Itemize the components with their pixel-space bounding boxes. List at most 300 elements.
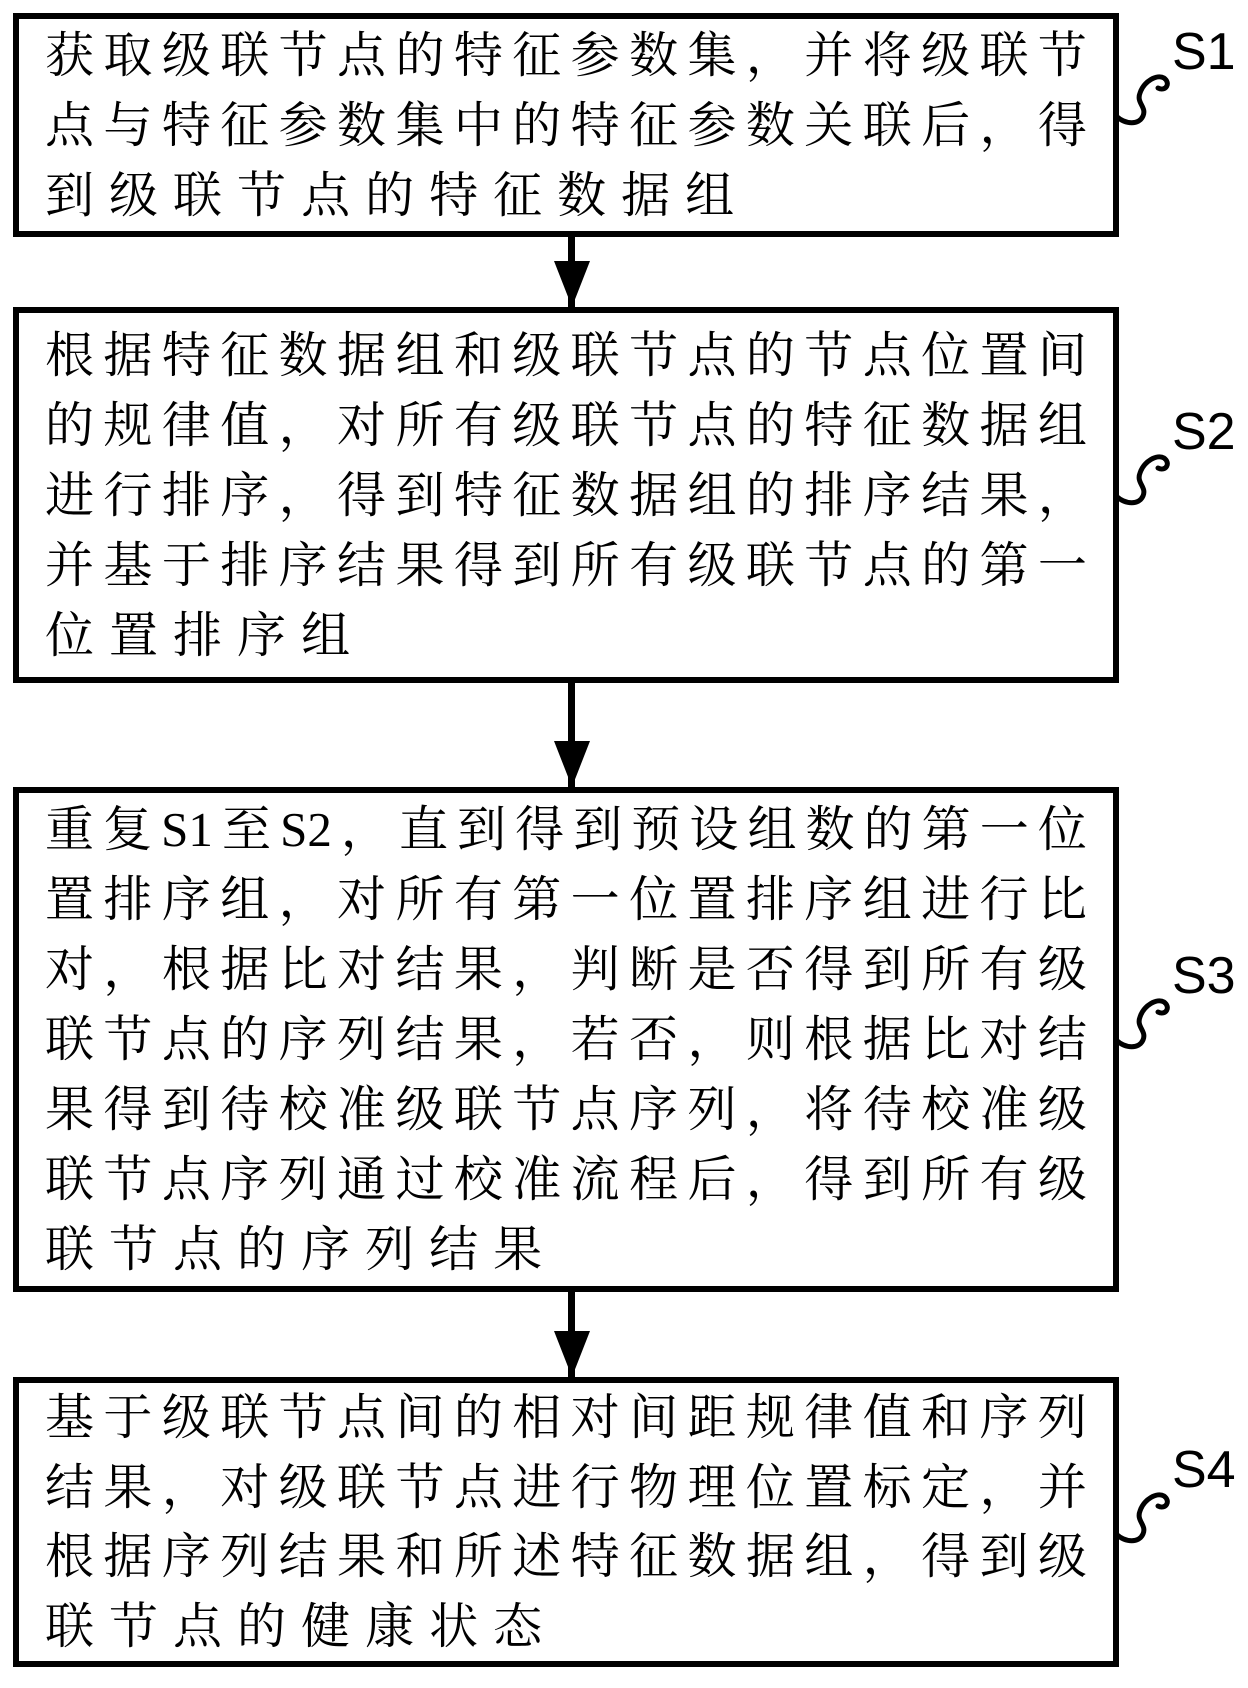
char-token: 序 — [278, 537, 328, 593]
lead-squiggle-icon — [1114, 994, 1184, 1064]
char-token: 特 — [453, 467, 503, 523]
char-token: 排 — [161, 467, 211, 523]
char-token: 结 — [429, 1222, 479, 1277]
char-token: 程 — [629, 1152, 679, 1207]
char-token: ， — [278, 467, 328, 523]
char-token: 得 — [804, 942, 854, 997]
text-line — [45, 1215, 1087, 1285]
char-token: ， — [687, 1012, 737, 1067]
char-token: 据 — [862, 1012, 912, 1067]
char-token: 位 — [921, 327, 971, 383]
char-token: 对 — [979, 1012, 1029, 1067]
char-token: 级 — [921, 27, 971, 83]
lead-squiggle-icon — [1114, 1488, 1184, 1558]
char-token: 位 — [745, 1459, 795, 1515]
char-token: 的 — [220, 1012, 270, 1067]
char-token: 设 — [689, 802, 739, 857]
char-token: 节 — [512, 1082, 562, 1137]
char-token: 参 — [278, 97, 328, 153]
char-token: 序 — [979, 1390, 1029, 1446]
char-token: ， — [512, 942, 562, 997]
char-token: 间 — [395, 1390, 445, 1446]
char-token: 数 — [805, 802, 855, 857]
char-token: 节 — [103, 1152, 153, 1207]
char-token: 级 — [1037, 1529, 1087, 1585]
char-token: 据 — [103, 327, 153, 383]
char-token: 数 — [337, 97, 387, 153]
char-token: 和 — [453, 327, 503, 383]
char-token: 得 — [804, 1152, 854, 1207]
char-token: 级 — [512, 397, 562, 453]
char-token: 序 — [220, 467, 270, 523]
text-line — [45, 1383, 1087, 1453]
char-token: 并 — [1037, 1459, 1087, 1515]
char-token: 的 — [453, 1390, 503, 1446]
char-token: 若 — [570, 1012, 620, 1067]
text-line — [45, 795, 1087, 865]
char-token: 健 — [301, 1598, 351, 1654]
char-token: 节 — [109, 1598, 159, 1654]
char-token: 标 — [862, 1459, 912, 1515]
char-token: 节 — [103, 1012, 153, 1067]
char-token: 有 — [629, 537, 679, 593]
char-token: 有 — [453, 872, 503, 927]
char-token: 点 — [161, 1012, 211, 1067]
char-token: 果 — [395, 537, 445, 593]
char-token: 序 — [862, 467, 912, 523]
char-token: 值 — [220, 397, 270, 453]
char-token: 征 — [220, 97, 270, 153]
char-token: 节 — [237, 167, 287, 223]
char-token: 到 — [161, 1082, 211, 1137]
step-box-s1 — [13, 13, 1119, 237]
char-token: 的 — [745, 327, 795, 383]
char-token: 对 — [337, 397, 387, 453]
char-token: 联 — [862, 97, 912, 153]
char-token: 结 — [278, 1529, 328, 1585]
char-token: 置 — [687, 872, 737, 927]
char-token: 到 — [979, 1529, 1029, 1585]
char-token: 集 — [395, 97, 445, 153]
char-token: 数 — [570, 467, 620, 523]
char-token: 点 — [301, 167, 351, 223]
char-token: 判 — [570, 942, 620, 997]
char-token: 待 — [220, 1082, 270, 1137]
char-token: 节 — [804, 537, 854, 593]
char-token: 律 — [161, 397, 211, 453]
step-label-s2: S2 — [1172, 403, 1236, 461]
char-token: 组 — [804, 1529, 854, 1585]
char-token: 规 — [745, 1390, 795, 1446]
char-token: 所 — [395, 397, 445, 453]
char-token: 位 — [1037, 802, 1087, 857]
char-token: 置 — [804, 1459, 854, 1515]
char-token: 的 — [45, 397, 95, 453]
char-token: 对 — [337, 872, 387, 927]
char-token: 级 — [278, 1459, 328, 1515]
char-token: 得 — [103, 1082, 153, 1137]
char-token: 联 — [745, 537, 795, 593]
char-token: 特 — [453, 27, 503, 83]
char-token: 节 — [109, 1222, 159, 1277]
step-label-s1: S1 — [1172, 23, 1236, 81]
char-token: 于 — [161, 537, 211, 593]
char-token: S1 — [161, 802, 213, 857]
char-token: 节 — [278, 27, 328, 83]
char-token: 的 — [745, 467, 795, 523]
text-line — [45, 90, 1087, 160]
lead-squiggle-icon — [1114, 70, 1184, 140]
char-token: 行 — [103, 467, 153, 523]
text-line — [45, 1522, 1087, 1592]
char-token: 第 — [921, 802, 971, 857]
char-token: 列 — [220, 1529, 270, 1585]
char-token: 是 — [687, 942, 737, 997]
char-token: 组 — [685, 167, 735, 223]
char-token: 点 — [45, 97, 95, 153]
char-token: 结 — [395, 1012, 445, 1067]
char-token: ， — [979, 97, 1029, 153]
char-token: 节 — [629, 397, 679, 453]
char-token: 并 — [45, 537, 95, 593]
char-token: 参 — [687, 97, 737, 153]
char-token: 征 — [493, 167, 543, 223]
char-token: 则 — [745, 1012, 795, 1067]
char-token: 对 — [337, 942, 387, 997]
char-token: 得 — [337, 467, 387, 523]
text-line — [45, 530, 1087, 600]
char-token: ， — [862, 1529, 912, 1585]
char-token: 得 — [1037, 97, 1087, 153]
char-token: 列 — [278, 1152, 328, 1207]
char-token: 组 — [395, 327, 445, 383]
char-token: 联 — [570, 327, 620, 383]
char-token: 通 — [337, 1152, 387, 1207]
char-token: 序 — [804, 872, 854, 927]
char-token: 重 — [45, 802, 95, 857]
char-token: 校 — [278, 1082, 328, 1137]
text-line — [45, 20, 1087, 90]
char-token: 行 — [570, 1459, 620, 1515]
char-token: 征 — [220, 327, 270, 383]
char-token: 比 — [921, 1012, 971, 1067]
char-token: 有 — [453, 397, 503, 453]
char-token: ， — [512, 1012, 562, 1067]
char-token: 果 — [103, 1459, 153, 1515]
char-token: 数 — [557, 167, 607, 223]
char-token: 节 — [1037, 27, 1087, 83]
char-token: 征 — [629, 1529, 679, 1585]
char-token: 后 — [687, 1152, 737, 1207]
char-token: 序 — [301, 1222, 351, 1277]
char-token: 所 — [921, 942, 971, 997]
char-token: 结 — [921, 467, 971, 523]
char-token: 联 — [45, 1598, 95, 1654]
char-token: 节 — [395, 1459, 445, 1515]
char-token: 集 — [687, 27, 737, 83]
char-token: 预 — [631, 802, 681, 857]
char-token: 对 — [570, 1390, 620, 1446]
char-token: 律 — [804, 1390, 854, 1446]
char-token: 数 — [745, 97, 795, 153]
char-token: 数 — [278, 327, 328, 383]
char-token: 点 — [453, 1459, 503, 1515]
char-token: 序 — [278, 1012, 328, 1067]
char-token: 所 — [570, 537, 620, 593]
char-token: ， — [103, 942, 153, 997]
char-token: 行 — [979, 872, 1029, 927]
text-line — [45, 1145, 1087, 1215]
char-token: 的 — [863, 802, 913, 857]
char-token: 果 — [453, 942, 503, 997]
char-token: 特 — [161, 97, 211, 153]
char-token: 点 — [173, 1222, 223, 1277]
char-token: 第 — [979, 537, 1029, 593]
text-line — [45, 865, 1087, 935]
char-token: 到 — [457, 802, 507, 857]
char-token: 据 — [979, 397, 1029, 453]
char-token: 联 — [220, 27, 270, 83]
char-token: 果 — [493, 1222, 543, 1277]
flow-arrow-head-1 — [554, 261, 590, 307]
char-token: 根 — [45, 327, 95, 383]
char-token: ， — [161, 1459, 211, 1515]
char-token: 态 — [493, 1598, 543, 1654]
char-token: 基 — [45, 1390, 95, 1446]
char-token: 果 — [337, 1529, 387, 1585]
char-token: 断 — [629, 942, 679, 997]
text-line — [45, 600, 1087, 670]
char-token: 组 — [301, 607, 351, 663]
char-token: 列 — [337, 1012, 387, 1067]
char-token: 据 — [745, 1529, 795, 1585]
char-token: 进 — [921, 872, 971, 927]
char-token: 联 — [220, 1390, 270, 1446]
char-token: 点 — [862, 537, 912, 593]
char-token: 比 — [1037, 872, 1087, 927]
char-token: 联 — [45, 1222, 95, 1277]
char-token: ， — [340, 802, 390, 857]
char-token: 联 — [570, 397, 620, 453]
char-token: 到 — [573, 802, 623, 857]
char-token: 规 — [103, 397, 153, 453]
char-token: 特 — [429, 167, 479, 223]
char-token: 列 — [687, 1082, 737, 1137]
char-token: 据 — [621, 167, 671, 223]
char-token: 置 — [109, 607, 159, 663]
char-token: 校 — [921, 1082, 971, 1137]
char-token: 排 — [745, 872, 795, 927]
char-token: 根 — [45, 1529, 95, 1585]
char-token: 所 — [453, 1529, 503, 1585]
char-token: 果 — [979, 467, 1029, 523]
char-token: 特 — [804, 397, 854, 453]
char-token: 点 — [570, 1082, 620, 1137]
char-token: 进 — [45, 467, 95, 523]
char-token: 并 — [804, 27, 854, 83]
char-token: 校 — [453, 1152, 503, 1207]
step-label-s4: S4 — [1172, 1441, 1236, 1499]
char-token: 将 — [862, 27, 912, 83]
char-token: 点 — [173, 1598, 223, 1654]
char-token: 一 — [570, 872, 620, 927]
char-token: 级 — [161, 27, 211, 83]
char-token: 比 — [278, 942, 328, 997]
char-token: 一 — [1037, 537, 1087, 593]
char-token: 点 — [337, 27, 387, 83]
char-token: 相 — [512, 1390, 562, 1446]
char-token: ， — [745, 27, 795, 83]
char-token: 点 — [337, 1390, 387, 1446]
char-token: ， — [278, 872, 328, 927]
char-token: 所 — [921, 1152, 971, 1207]
char-token: 节 — [629, 327, 679, 383]
char-token: 到 — [395, 467, 445, 523]
char-token: 的 — [237, 1598, 287, 1654]
char-token: 置 — [979, 327, 1029, 383]
char-token: 的 — [745, 397, 795, 453]
char-token: 状 — [429, 1598, 479, 1654]
char-token: 组 — [862, 872, 912, 927]
char-token: 序 — [161, 872, 211, 927]
char-token: 征 — [512, 27, 562, 83]
char-token: 级 — [1037, 942, 1087, 997]
char-token: 将 — [804, 1082, 854, 1137]
char-token: 级 — [1037, 1152, 1087, 1207]
char-token: 序 — [629, 1082, 679, 1137]
char-token: ， — [979, 1459, 1029, 1515]
flow-arrow-head-2 — [554, 741, 590, 787]
char-token: 级 — [512, 327, 562, 383]
char-token: 特 — [570, 97, 620, 153]
char-token: 间 — [1037, 327, 1087, 383]
char-token: 征 — [629, 97, 679, 153]
char-token: 取 — [103, 27, 153, 83]
char-token: 至 — [221, 802, 271, 857]
char-token: 否 — [745, 942, 795, 997]
char-token: 果 — [453, 1012, 503, 1067]
char-token: 第 — [512, 872, 562, 927]
char-token: 排 — [804, 467, 854, 523]
char-token: 排 — [103, 872, 153, 927]
char-token: 级 — [1037, 1082, 1087, 1137]
char-token: 节 — [804, 327, 854, 383]
char-token: 联 — [979, 27, 1029, 83]
char-token: 到 — [512, 537, 562, 593]
char-token: 组 — [747, 802, 797, 857]
char-token: ， — [745, 1082, 795, 1137]
char-token: 据 — [629, 467, 679, 523]
char-token: 有 — [979, 1152, 1029, 1207]
char-token: 序 — [161, 1529, 211, 1585]
text-line — [45, 320, 1087, 390]
char-token: 置 — [45, 872, 95, 927]
char-token: 的 — [395, 27, 445, 83]
char-token: 组 — [220, 872, 270, 927]
char-token: 组 — [1037, 397, 1087, 453]
char-token: 基 — [103, 537, 153, 593]
char-token: 否 — [629, 1012, 679, 1067]
char-token: 复 — [103, 802, 153, 857]
char-token: 准 — [512, 1152, 562, 1207]
char-token: 直 — [398, 802, 448, 857]
text-line — [45, 1592, 1087, 1662]
char-token: 结 — [337, 537, 387, 593]
char-token: 对 — [220, 1459, 270, 1515]
char-token: 间 — [629, 1390, 679, 1446]
char-token: 点 — [161, 1152, 211, 1207]
char-token: 和 — [921, 1390, 971, 1446]
char-token: 到 — [862, 1152, 912, 1207]
char-token: 中 — [453, 97, 503, 153]
char-token: 物 — [629, 1459, 679, 1515]
char-token: 待 — [862, 1082, 912, 1137]
char-token: 根 — [161, 942, 211, 997]
char-token: 级 — [395, 1082, 445, 1137]
char-token: 距 — [687, 1390, 737, 1446]
char-token: 一 — [979, 802, 1029, 857]
char-token: 级 — [161, 1390, 211, 1446]
char-token: 征 — [512, 467, 562, 523]
char-token: 康 — [365, 1598, 415, 1654]
char-token: 的 — [237, 1222, 287, 1277]
char-token: ， — [278, 397, 328, 453]
char-token: 到 — [45, 167, 95, 223]
char-token: 级 — [687, 537, 737, 593]
char-token: 得 — [453, 537, 503, 593]
char-token: 联 — [453, 1082, 503, 1137]
char-token: 联 — [45, 1152, 95, 1207]
step-box-s4 — [13, 1377, 1119, 1667]
char-token: 流 — [570, 1152, 620, 1207]
char-token: 排 — [173, 607, 223, 663]
step-label-s3: S3 — [1172, 947, 1236, 1005]
char-token: 到 — [862, 942, 912, 997]
char-token: 和 — [395, 1529, 445, 1585]
char-token: 的 — [365, 167, 415, 223]
char-token: 联 — [337, 1459, 387, 1515]
char-token: ， — [1037, 467, 1087, 523]
text-line — [45, 1075, 1087, 1145]
char-token: 结 — [395, 942, 445, 997]
char-token: 点 — [687, 397, 737, 453]
text-line — [45, 460, 1087, 530]
char-token: 序 — [237, 607, 287, 663]
char-token: 特 — [161, 327, 211, 383]
char-token: 所 — [395, 872, 445, 927]
char-token: 进 — [512, 1459, 562, 1515]
char-token: 组 — [687, 467, 737, 523]
char-token: 后 — [921, 97, 971, 153]
text-line — [45, 935, 1087, 1005]
char-token: 排 — [220, 537, 270, 593]
char-token: 理 — [687, 1459, 737, 1515]
char-token: 准 — [979, 1082, 1029, 1137]
char-token: 联 — [173, 167, 223, 223]
char-token: 据 — [220, 942, 270, 997]
char-token: 数 — [687, 1529, 737, 1585]
char-token: 的 — [921, 537, 971, 593]
char-token: 有 — [979, 942, 1029, 997]
char-token: 级 — [109, 167, 159, 223]
char-token: 果 — [45, 1082, 95, 1137]
char-token: 位 — [629, 872, 679, 927]
text-line — [45, 160, 1087, 230]
char-token: 关 — [804, 97, 854, 153]
char-token: 征 — [862, 397, 912, 453]
char-token: S2 — [280, 802, 332, 857]
char-token: 节 — [278, 1390, 328, 1446]
